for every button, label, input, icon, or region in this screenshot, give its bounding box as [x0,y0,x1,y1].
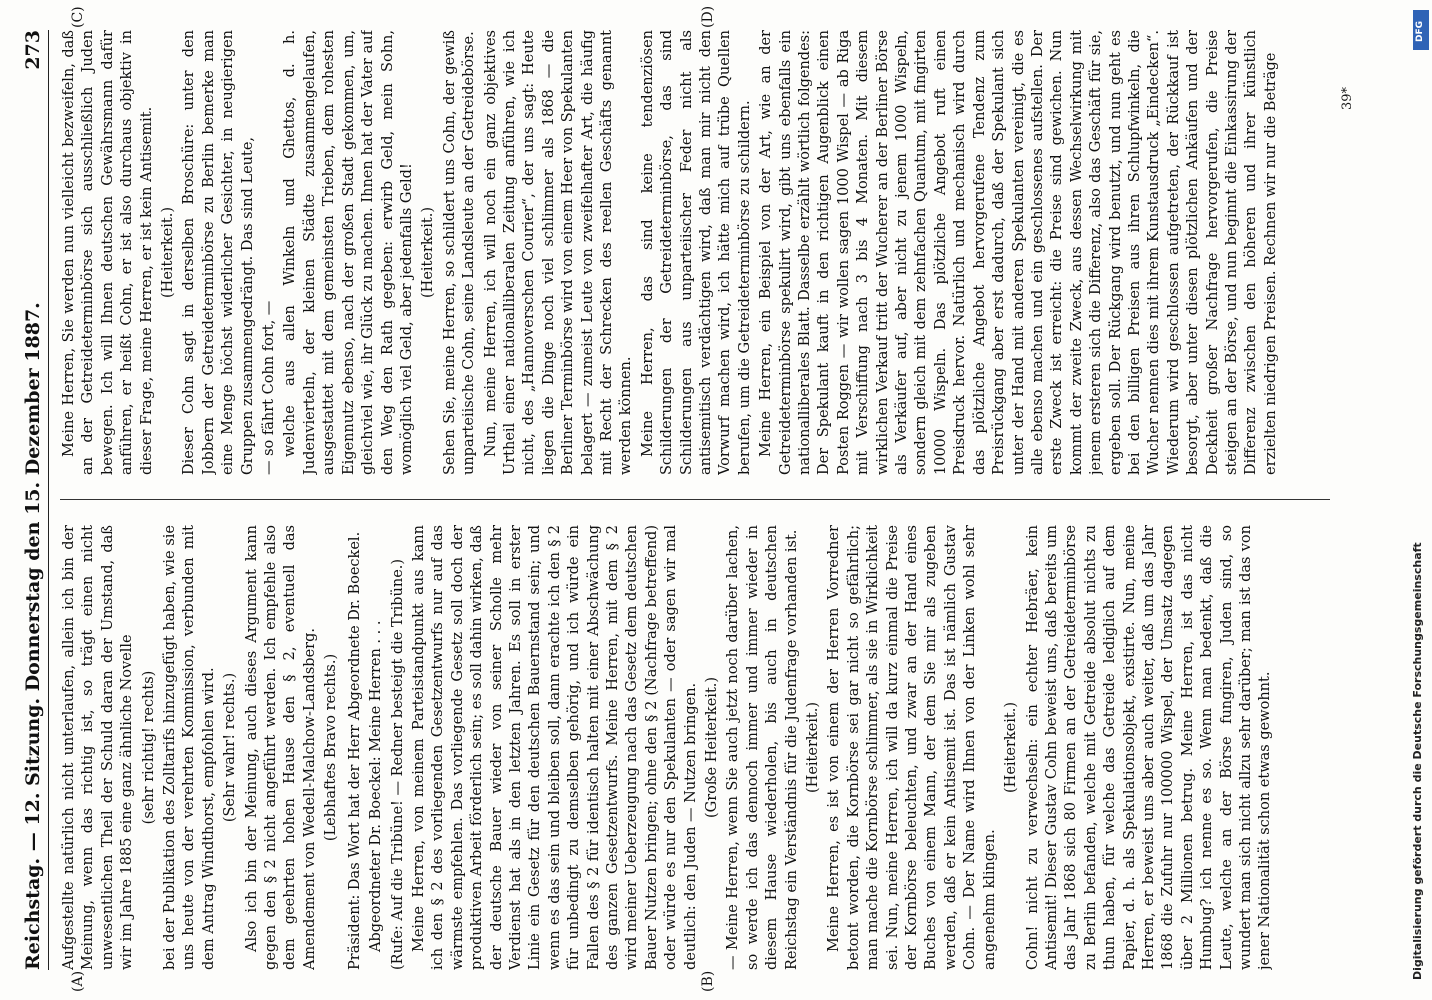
text-column-right [60,30,1330,475]
column1-paragraph: Präsident: Das Wort hat der Herr Abgeordnete Dr. Boeckel. [346,531,363,970]
margin-letter-a: (A) [70,970,86,992]
column1-paragraph: (Heiterkeit.) [805,702,822,793]
column1-paragraph: (Lebhaftes Bravo rechts.) [323,653,340,842]
column2-paragraph: Meine Herren, das sind keine tendenziösen Schilderungen der Getreideterminbörse, das sind Schilderungen aus unparteiischer Feder nicht als antisemitisch verdächtigen wird, daß man mir nicht den Vorwurf machen wird, ich hätte mich auf trübe Quellen berufen, um die Getreideterminbörse zu schildern. [639,30,753,475]
column1-paragraph: — Meine Herren, wenn Sie auch jetzt noch darüber lachen, so werde ich das dennoch immer und immer wieder in diesem Hause wiederholen, bis auch in deutschen Reichstag ein Verständnis für die Judenfrage vorhanden ist. [725,525,800,970]
column1-paragraph: Meine Herren, von meinem Parteistandpunkt aus kann ich den § 2 des vorliegenden Gesetzentwurfs nur auf das wärmste empfehlen. Das vorliegende Gesetz soll doch der produktiven Arbeit förderlich sein; es soll dahin wirken, daß der deutsche Bauer wieder von seiner Scholle mehr Verdienst hat als in den letzten Jahren. Es soll in erster Linie ein Gesetz für den deutschen Bauernstand sein; und wenn es das sein und bleiben soll, dann erachte ich den § 2 für unbedingt zu demselben gehörig, und ich würde ein Fallen des § 2 für identisch halten mit einer Abschwächung des ganzen Gesetzentwurfs. Meine Herren, mit dem § 2 wird meiner Ueberzeugung nach das Gesetz dem deutschen Bauer Nutzen bringen; ohne den § 2 (Nachfrage betreffend) oder würde es nur den Spekulanten — oder sagen wir mal deutlich: den Juden — Nutzen bringen. [410,525,699,970]
column1-paragraph: Aufgestellte natürlich nicht unterlaufen, allein ich bin der Meinung, wenn das richtig ist, so trägt einen nicht unwesentlichen Theil der Schuld daran der Umstand, daß wir im Jahre 1885 eine ganz ähnliche Novelle [61,525,136,970]
column2-paragraph: (Heiterkeit.) [160,207,177,298]
column1-paragraph: (sehr richtig! rechts) [140,670,157,825]
column2-paragraph: — so fährt Cohn fort, — [261,300,278,475]
column1-paragraph: (Sehr wahr! rechts.) [222,672,239,823]
column1-paragraph: (Große Heiterkeit.) [704,676,720,819]
margin-letter-b: (B) [700,970,716,992]
column2-paragraph: Dieser Cohn sagt in derselben Broschüre: unter den Jobbern der Getreideterminbörse zu Berlin bemerke man eine Menge höchst widerlicher Gesichter, in neugierigen Gruppen zusammengedrängt. Das sind Leute, [181,30,256,475]
column-divider [60,499,1330,500]
column1-paragraph: Meine Herren, es ist von einem der Herren Vorredner betont worden, die Kornbörse sei gar nicht so gefährlich; man mache die Kornbörse schlimmer, als sie in Wirklichkeit sei. Nun, meine Herren, ich will da kurz einmal die Preise der Kornbörse beleuchten, und zwar an der Hand eines Buches von einem Mann, der dem Sie mir als zugeben werden, daß er kein Antisemit ist. Das ist nämlich Gustav Cohn. — Der Name wird Ihnen von der Linken wohl sehr angenehm klingen. [826,525,998,970]
margin-letter-c: (C) [70,6,86,28]
margin-letter-d: (D) [700,5,716,28]
column1-paragraph: Also ich bin der Meinung, auch dieses Argument kann gegen den § 2 nicht angeführt werden. Ich empfehle also dem geehrten hohen Hause den § 2, eventuell das Amendement von Wedell-Malchow-Landsberg. [243,525,318,970]
column2-paragraph: Nun, meine Herren, ich will noch ein ganz objektives Urtheil einer nationalliberalen Zeitung anführen, wie ich nicht, des „Hannoverschen Courier“, der uns sagt: Heute liegen die Dinge noch viel schlimmer als 1868 — die Berliner Terminbörse wird von einem Heer von Spekulanten belagert — zumeist Leute von zweifelhafter Art, die häufig mit Recht der Schrecken des reellen Geschäfts genannt werden können. [482,30,635,475]
dfg-funding-note: Digitalisierung gefördert durch die Deutsche Forschungsgemeinschaft [1411,542,1424,980]
column2-paragraph: Sehen Sie, meine Herren, so schildert uns Cohn, der gewiß unparteiische Cohn, seine Landsleute an der Getreidebörse. [441,30,478,475]
column2-paragraph: (Heiterkeit.) [420,207,437,298]
column1-paragraph: (Heiterkeit.) [1003,702,1020,793]
column1-paragraph: (Rufe: Auf die Tribüne! — Redner besteigt die Tribüne.) [389,558,406,970]
column2-paragraph: welche aus allen Winkeln und Ghettos, d. h. Judenvierteln, der kleinen Städte zusammengelaufen, ausgestattet mit dem gemeinsten Trieben, dem rohesten Eigennutz ebenso, nach der großen Stadt gekommen, um, gleichviel wie, ihr Glück zu machen. Ihnen hat der Vater auf den Weg den Rath gegeben: erwirb Geld, mein Sohn, womöglich viel Geld, aber jedenfalls Geld! [282,30,415,475]
column2-paragraph: Meine Herren, ein Beispiel von der Art, wie an der Getreideterminbörse spekulirt wird, gibt uns ebenfalls ein nationalliberales Blatt. Dasselbe erzählt wörtlich folgendes: Der Spekulant kauft in den richtigen Augenblick einen Posten Roggen — wir wollen sagen 1000 Wispel — ab Riga mit Verschiffung nach 3 bis 4 Monaten. Mit diesem wirklichen Verkauf tritt der Wucherer an der Berliner Börse als Verkäufer auf, aber nicht zu jenem 1000 Wispeln, sondern gleich mit dem zehnfachen Quantum, mit fingirten 10000 Wispeln. Das plötzliche Angebot ruft einen Preisdruck hervor. Natürlich und mechanisch wird durch das plötzliche Angebot hervorgerufene Tendenz zum Preisrückgang aber erst dadurch, daß der Spekulant sich unter der Hand mit anderen Spekulanten vereinigt, die es alle ebenso machen und ein geschlossenes aufstellen. Der erste Zweck ist erreicht: die Preise sind gewichen. Nun kommt der zweite Zweck, aus dessen Wechselwirkung mit jenem ersteren sich die Differenz, also das Geschäft für sie, ergeben soll. Der Rückgang wird benutzt, und nun geht es bei den billigen Preisen aus ihren Schlupfwinkeln, die Wucher nennen dies mit ihrem Kunstausdruck „Eindecken“. Wiederum wird geschlossen aufgetreten, der Rückkauf ist besorgt, aber unter diesen plötzlichen Ankäufen und der Deckheit großer Nachfrage hervorgerufen, die Preise steigen an der Börse, und nun beginnt die Einkassirung der Differenz zwischen den höheren und ihrer künstlich erzielten niedrigen Preisen. Rechnen wir nur die Beträge [758,30,1279,475]
signature-mark: 39* [1340,86,1355,110]
column2-paragraph: Meine Herren, Sie werden nun vielleicht bezweifeln, daß an der Getreideterminbörse sich ausschließlich Juden bewegen. Ich will Ihnen deutschen Gewährsmann dafür anführen, er heißt Cohn, er ist also durchaus objektiv in dieser Frage, meine Herren, er ist kein Antisemit. [61,30,155,475]
text-column-left [60,525,1330,970]
page-number: 273 [22,30,44,70]
column1-paragraph: Cohn! nicht zu verwechseln: ein echter Hebräer, kein Antisemit! Dieser Gustav Cohn beweist uns, daß bereits um das Jahr 1868 sich 80 Firmen an der Getreideterminbörse zu Berlin befanden, welche mit Getreide absolut nichts zu thun haben, für welche das Getreide lediglich auf dem Papier, d. h. als Spekulationsobjekt, existirte. Nun, meine Herren, er beweist uns aber auch weiter, daß um das Jahr 1868 die Zufuhr nur 100000 Wispel, der Umsatz dagegen über 2 Millionen betrug. Meine Herren, ist das nicht Humbug? ich nenne es so. Wenn man bedenkt, daß die Leute, welche an der Börse fungiren, Juden sind, so wundert man sich nicht allzu sehr darüber; man ist das von jener Nationalität schon etwas gewohnt. [1024,525,1274,970]
column1-paragraph: Abgeordneter Dr. Boeckel: Meine Herren . . . [368,620,385,952]
column1-paragraph: bei der Publikation des Zolltarifs hinzugefügt haben, wie sie uns heute von der verehrten Kommission, verbunden mit dem Antrag Windthorst, empfohlen wird. [162,525,217,970]
dfg-logo: DFG [1413,10,1429,50]
header-title: Reichstag. — 12. Sitzung. Donnerstag den 15. Dezember 1887. [22,302,44,970]
page-header [18,30,49,970]
